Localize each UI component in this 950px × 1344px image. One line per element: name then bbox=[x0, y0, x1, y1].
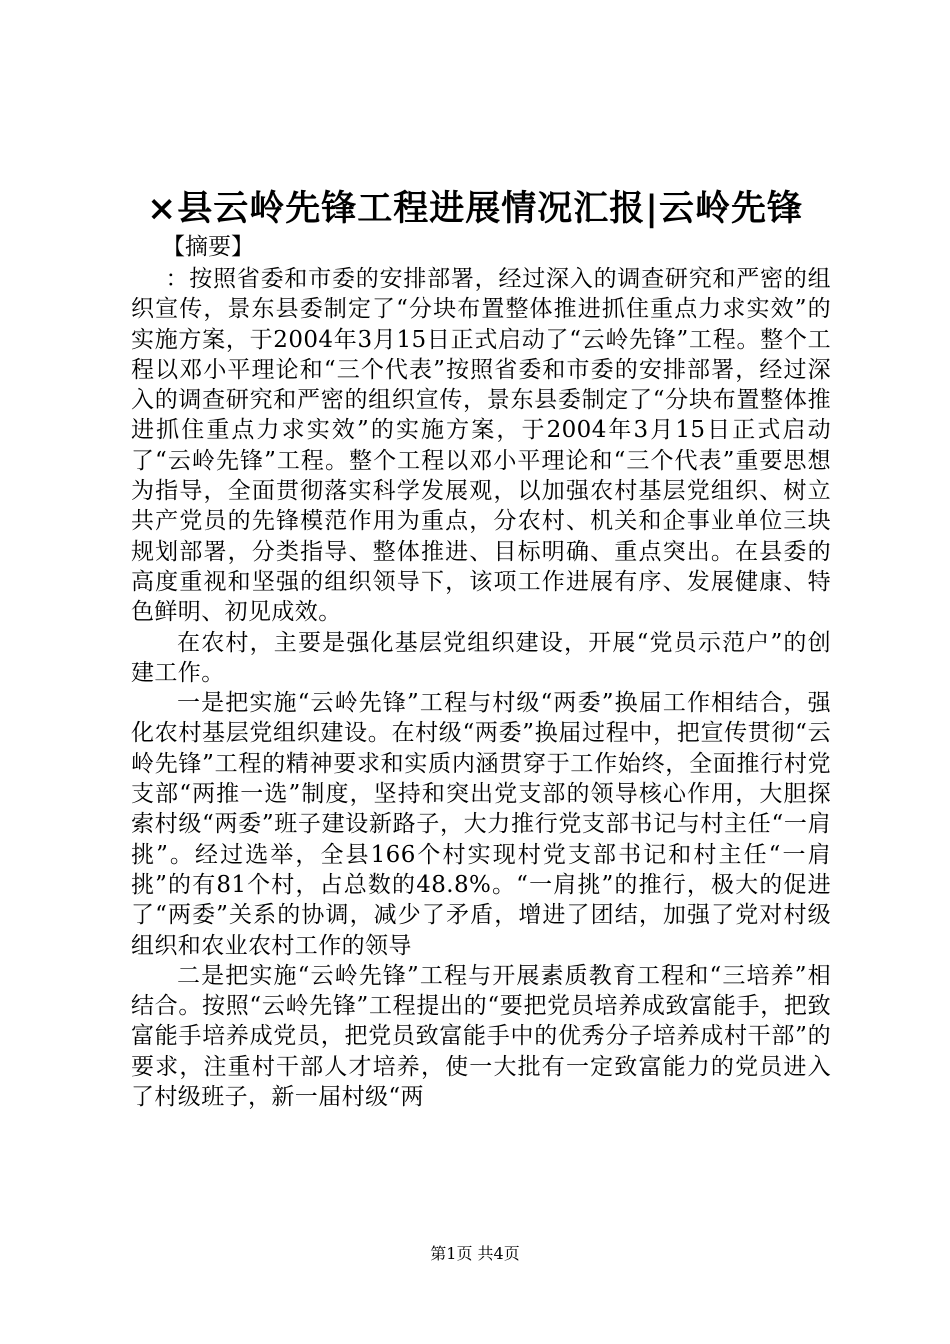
paragraph-point-one: 一是把实施“云岭先锋”工程与村级“两委”换届工作相结合，强化农村基层党组织建设。在村级“两委”换届过程中，把宣传贯彻“云岭先锋”工程的精神要求和实质内涵贯穿于工作始终，全面推行村党支部“两推一选”制度，坚持和突出党支部的领导核心作用，大胆探索村级“两委”班子建设新路子，大力推行党支部书记与村主任“一肩挑”。经过选举，全县166个村实现村党支部书记和村主任“一肩挑”的有81个村，占总数的48.8%。“一肩挑”的推行，极大的促进了“两委”关系的协调，减少了矛盾，增进了团结，加强了党对村级组织和农业农村工作的领导 bbox=[131, 690, 831, 959]
document-title: ×县云岭先锋工程进展情况汇报|云岭先锋 bbox=[146, 188, 804, 229]
paragraph-rural: 在农村，主要是强化基层党组织建设，开展“党员示范户”的创建工作。 bbox=[131, 629, 831, 686]
paragraph-point-two: 二是把实施“云岭先锋”工程与开展素质教育工程和“三培养”相结合。按照“云岭先锋”工程提出的“要把党员培养成致富能手，把致富能手培养成党员，把党员致富能手中的优秀分子培养成村干部”的要求，注重村干部人才培养，使一大批有一定致富能力的党员进入了村级班子，新一届村级“两 bbox=[131, 962, 831, 1111]
paragraph-abstract: ：按照省委和市委的安排部署，经过深入的调查研究和严密的组织宣传，景东县委制定了“分块布置整体推进抓住重点力求实效”的实施方案，于2004年3月15日正式启动了“云岭先锋”工程。整个工程以邓小平理论和“三个代表”按照省委和市委的安排部署，经过深入的调查研究和严密的组织宣传，景东县委制定了“分块布置整体推进抓住重点力求实效”的实施方案，于2004年3月15日正式启动了“云岭先锋”工程。整个工程以邓小平理论和“三个代表”重要思想为指导，全面贯彻落实科学发展观，以加强农村基层党组织、树立共产党员的先锋模范作用为重点，分农村、机关和企事业单位三块规划部署，分类指导、整体推进、目标明确、重点突出。在县委的高度重视和坚强的组织领导下，该项工作进展有序、发展健康、特色鲜明、初见成效。 bbox=[131, 266, 831, 626]
page-footer: 第1页 共4页 bbox=[430, 1244, 520, 1263]
abstract-label: 【摘要】 bbox=[162, 234, 254, 260]
document-body bbox=[131, 264, 831, 1112]
